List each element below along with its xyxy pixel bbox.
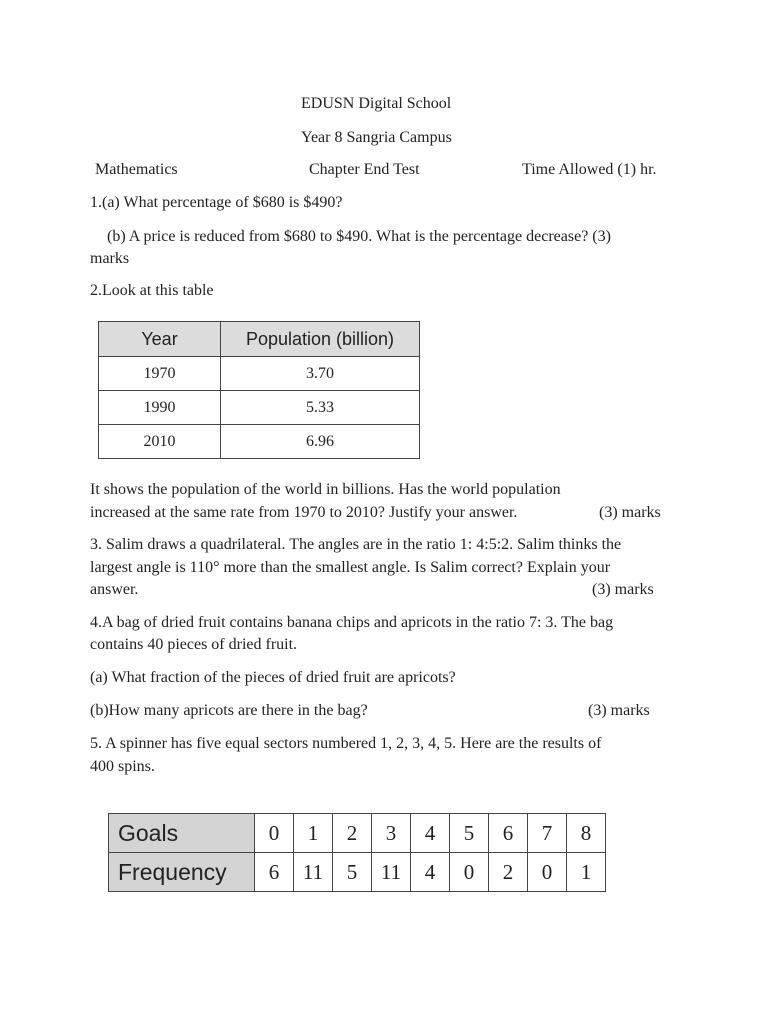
population-table (98, 321, 420, 459)
table-cell-year: 1990 (99, 391, 221, 425)
question-1b-marks: marks (90, 250, 130, 267)
table-row (99, 425, 420, 459)
question-1a: 1.(a) What percentage of $680 is $490? (90, 194, 343, 211)
question-4b: (b)How many apricots are there in the bag? (90, 702, 368, 719)
school-title: EDUSN Digital School (301, 95, 452, 112)
goals-cell: 7 (528, 814, 567, 853)
question-4-text: 4.A bag of dried fruit contains banana chips and apricots in the ratio 7: 3. The bag (90, 614, 614, 631)
question-4-text: contains 40 pieces of dried fruit. (90, 636, 298, 653)
goals-cell: 2 (333, 814, 372, 853)
question-2-intro: 2.Look at this table (90, 282, 214, 299)
frequency-cell: 0 (450, 853, 489, 892)
question-4a: (a) What fraction of the pieces of dried fruit are apricots? (90, 669, 456, 686)
frequency-cell: 6 (255, 853, 294, 892)
frequency-row (109, 853, 606, 892)
table-row (99, 357, 420, 391)
goals-frequency-table (108, 813, 606, 892)
table-cell-year: 2010 (99, 425, 221, 459)
table-header-year: Year (99, 322, 221, 357)
table-cell-population: 6.96 (221, 425, 420, 459)
goals-cell: 6 (489, 814, 528, 853)
question-2-marks: (3) marks (599, 504, 661, 521)
question-2-text: increased at the same rate from 1970 to 2010? Justify your answer. (90, 504, 518, 521)
question-3-marks: (3) marks (592, 581, 654, 598)
goals-row (109, 814, 606, 853)
question-4-marks: (3) marks (588, 702, 650, 719)
question-3-text: largest angle is 110° more than the smallest angle. Is Salim correct? Explain your (90, 559, 611, 576)
frequency-cell: 1 (567, 853, 606, 892)
test-label: Chapter End Test (309, 161, 420, 178)
question-5-text: 5. A spinner has five equal sectors numbered 1, 2, 3, 4, 5. Here are the results of (90, 735, 602, 752)
goals-label: Goals (109, 814, 255, 853)
table-header-row (99, 322, 420, 357)
frequency-cell: 11 (372, 853, 411, 892)
frequency-label: Frequency (109, 853, 255, 892)
frequency-cell: 2 (489, 853, 528, 892)
table-cell-year: 1970 (99, 357, 221, 391)
table-row (99, 391, 420, 425)
question-5-text: 400 spins. (90, 758, 155, 775)
goals-cell: 5 (450, 814, 489, 853)
goals-cell: 0 (255, 814, 294, 853)
frequency-cell: 4 (411, 853, 450, 892)
frequency-cell: 0 (528, 853, 567, 892)
frequency-cell: 11 (294, 853, 333, 892)
table-cell-population: 3.70 (221, 357, 420, 391)
frequency-cell: 5 (333, 853, 372, 892)
question-2-text: It shows the population of the world in billions. Has the world population (90, 481, 561, 498)
goals-cell: 8 (567, 814, 606, 853)
subject-label: Mathematics (95, 161, 178, 178)
table-header-population: Population (billion) (221, 322, 420, 357)
question-1b: (b) A price is reduced from $680 to $490. What is the percentage decrease? (3) (107, 228, 611, 245)
question-3-text: 3. Salim draws a quadrilateral. The angles are in the ratio 1: 4:5:2. Salim thinks the (90, 536, 622, 553)
time-allowed-label: Time Allowed (1) hr. (522, 161, 657, 178)
goals-cell: 3 (372, 814, 411, 853)
question-3-text: answer. (90, 581, 139, 598)
goals-cell: 1 (294, 814, 333, 853)
goals-cell: 4 (411, 814, 450, 853)
table-cell-population: 5.33 (221, 391, 420, 425)
campus-title: Year 8 Sangria Campus (301, 129, 452, 146)
